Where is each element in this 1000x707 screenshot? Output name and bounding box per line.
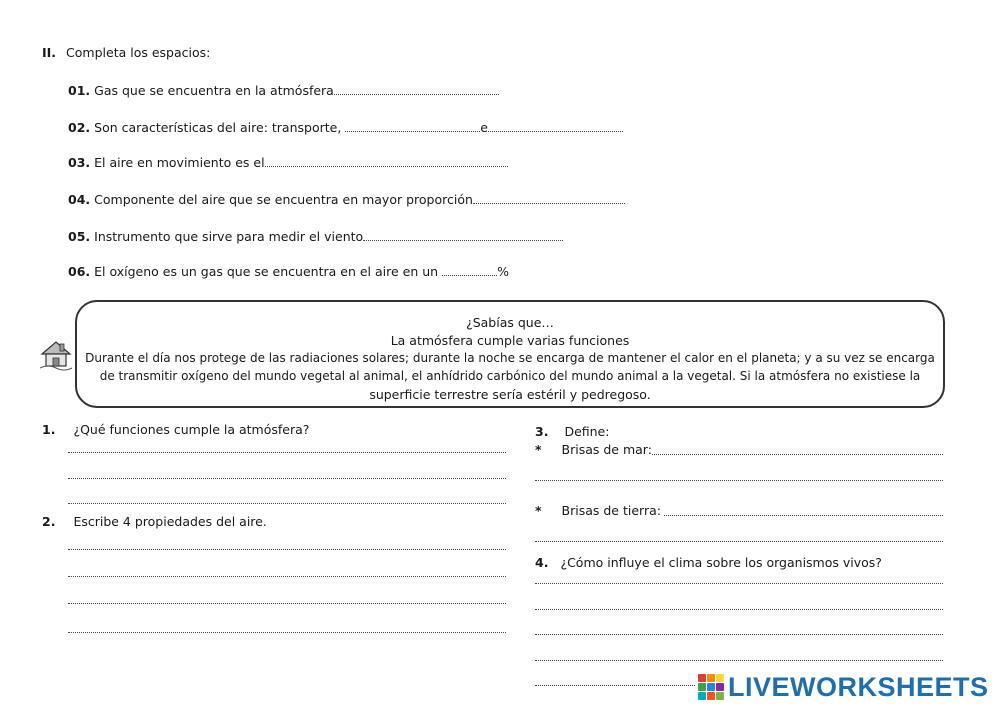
- question-text: ¿Cómo influye el clima sobre los organismos vivos?: [560, 555, 882, 570]
- percent-sign: %: [497, 264, 509, 279]
- bullet: *: [535, 442, 542, 457]
- answer-line[interactable]: [68, 549, 506, 550]
- answer-line[interactable]: [68, 603, 506, 604]
- question-number: 2.: [42, 514, 56, 529]
- item-text: Componente del aire que se encuentra en mayor proporción: [94, 192, 473, 207]
- answer-line[interactable]: [535, 583, 943, 584]
- question-number: 3.: [535, 424, 549, 439]
- define-item-brisas-tierra: [535, 503, 661, 518]
- question-text: Define:: [564, 424, 610, 439]
- info-line-3: Durante el día nos protege de las radiaciones solares; durante la noche se encarga de mantener el calor en el planeta; y a su vez se encarga: [85, 351, 935, 365]
- item-number: 02.: [68, 120, 91, 135]
- answer-blank-06[interactable]: [442, 265, 497, 276]
- item-text: El oxígeno es un gas que se encuentra en el aire en un: [94, 264, 439, 279]
- question-3: [535, 424, 609, 439]
- answer-line[interactable]: [535, 660, 943, 661]
- answer-line[interactable]: [664, 515, 943, 516]
- define-label: Brisas de tierra:: [561, 503, 661, 518]
- bullet: *: [535, 503, 542, 518]
- item-02: [68, 120, 623, 135]
- question-1: [42, 422, 309, 437]
- question-number: 4.: [535, 555, 549, 570]
- question-text: ¿Qué funciones cumple la atmósfera?: [73, 422, 310, 437]
- info-line-5: superficie terrestre sería estéril y pedregoso.: [369, 387, 651, 402]
- item-03: [68, 155, 508, 170]
- item-number: 06.: [68, 264, 91, 279]
- answer-blank-03[interactable]: [265, 156, 508, 167]
- answer-line[interactable]: [68, 478, 506, 479]
- section-title: Completa los espacios:: [66, 45, 211, 60]
- answer-blank-02a[interactable]: [345, 121, 480, 132]
- house-icon: [38, 336, 74, 372]
- answer-line[interactable]: [68, 632, 506, 633]
- liveworksheets-logo[interactable]: [698, 672, 989, 702]
- item-number: 03.: [68, 155, 91, 170]
- item-connector: e: [480, 120, 488, 135]
- item-05: [68, 229, 563, 244]
- answer-line[interactable]: [535, 609, 943, 610]
- define-item-brisas-mar: [535, 442, 652, 457]
- item-06: [68, 264, 509, 279]
- item-number: 04.: [68, 192, 91, 207]
- answer-blank-02b[interactable]: [488, 121, 623, 132]
- item-01: [68, 83, 499, 98]
- section-header: [42, 45, 210, 60]
- answer-line[interactable]: [535, 685, 695, 686]
- info-box: [75, 300, 945, 408]
- answer-blank-05[interactable]: [363, 230, 563, 241]
- answer-line[interactable]: [535, 634, 943, 635]
- answer-line[interactable]: [535, 541, 943, 542]
- answer-line[interactable]: [68, 503, 506, 504]
- question-text: Escribe 4 propiedades del aire.: [73, 514, 267, 529]
- info-line-4: de transmitir oxígeno del mundo vegetal al animal, el anhídrido carbónico del mundo animal a la vegetal. Si la atmósfera no existiese la: [99, 369, 921, 383]
- item-text: El aire en movimiento es el: [94, 155, 265, 170]
- logo-mark-icon: [698, 674, 724, 700]
- info-line-2: La atmósfera cumple varias funciones: [390, 333, 630, 348]
- define-label: Brisas de mar:: [561, 442, 652, 457]
- item-04: [68, 192, 625, 207]
- logo-text: LIVEWORKSHEETS: [728, 671, 989, 702]
- answer-line[interactable]: [68, 452, 506, 453]
- question-2: [42, 514, 267, 529]
- info-line-1: ¿Sabías que…: [466, 315, 554, 330]
- question-4: [535, 555, 882, 570]
- item-number: 05.: [68, 229, 91, 244]
- item-number: 01.: [68, 83, 91, 98]
- answer-line[interactable]: [652, 454, 943, 455]
- answer-line[interactable]: [68, 576, 506, 577]
- item-text: Son características del aire: transporte,: [94, 120, 342, 135]
- answer-blank-01[interactable]: [334, 84, 499, 95]
- section-number: II.: [42, 45, 57, 60]
- answer-line[interactable]: [535, 480, 943, 481]
- question-number: 1.: [42, 422, 56, 437]
- item-text: Instrumento que sirve para medir el viento: [94, 229, 364, 244]
- answer-blank-04[interactable]: [473, 193, 625, 204]
- item-text: Gas que se encuentra en la atmósfera: [94, 83, 334, 98]
